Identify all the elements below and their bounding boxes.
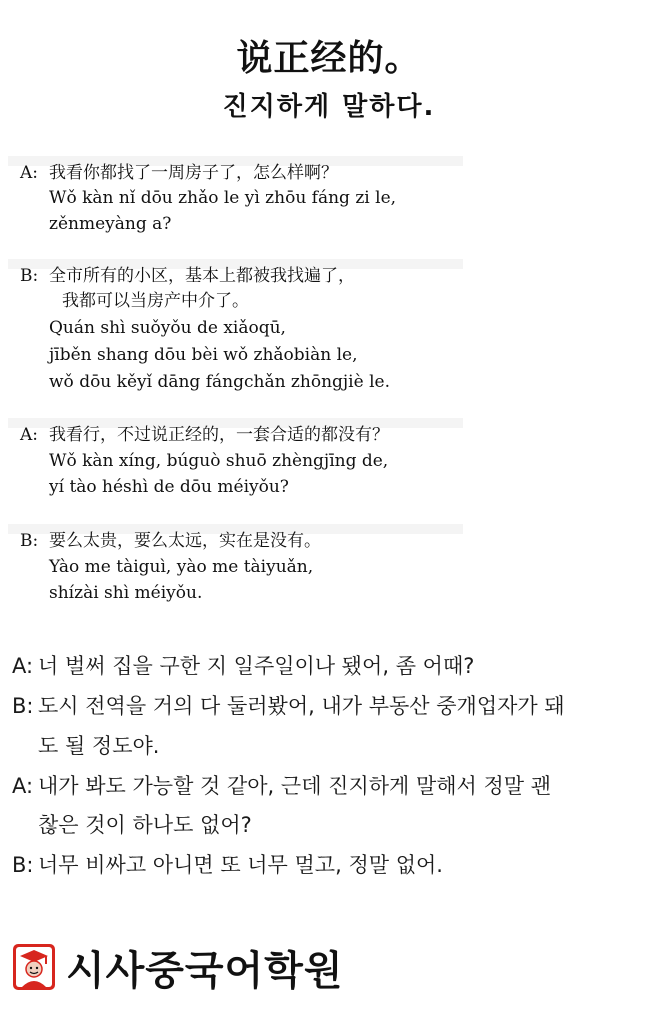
pinyin-line: shízài shì méiyǒu.: [49, 583, 203, 603]
translation-line: A: 너 벌써 집을 구한 지 일주일이나 됐어, 좀 어때?: [12, 649, 474, 683]
page-title-chinese: 说正经的。: [236, 38, 422, 79]
speaker-label: A:: [12, 774, 34, 798]
chinese-line: 全市所有的小区，基本上都被我找遍了，: [49, 266, 355, 286]
translation-line: 찮은 것이 하나도 없어?: [38, 813, 252, 837]
speaker-label: A:: [20, 425, 39, 445]
speaker-label: A:: [20, 163, 39, 183]
speaker-label: B:: [20, 266, 39, 286]
speaker-label: B:: [12, 694, 34, 718]
pinyin-line: yí tào héshì de dōu méiyǒu?: [49, 477, 289, 497]
pinyin-line: wǒ dōu kěyǐ dāng fángchǎn zhōngjiè le.: [49, 372, 390, 392]
chinese-line: 我都可以当房产中介了。: [62, 291, 249, 311]
translation-line: B: 도시 전역을 거의 다 둘러봤어, 내가 부동산 중개업자가 돼: [12, 689, 565, 723]
pinyin-line: Wǒ kàn nǐ dōu zhǎo le yì zhōu fáng zi le,: [49, 188, 397, 208]
sisa-mascot-icon: [12, 943, 56, 991]
pinyin-line: Wǒ kàn xíng, búguò shuō zhèngjīng de,: [49, 451, 389, 471]
translation-line: A: 내가 봐도 가능할 것 같아, 근데 진지하게 말해서 정말 괜: [12, 769, 551, 803]
pinyin-line: zěnmeyàng a?: [49, 214, 172, 234]
chinese-line: 我看行，不过说正经的，一套合适的都没有？: [49, 425, 389, 445]
speaker-label: B:: [20, 531, 39, 551]
pinyin-line: Quán shì suǒyǒu de xiǎoqū,: [49, 318, 286, 338]
translation-line: B: 너무 비싸고 아니면 또 너무 멀고, 정말 없어.: [12, 848, 443, 882]
brand-name: 시사중국어학원: [66, 947, 344, 994]
pinyin-line: Yào me tàiguì, yào me tàiyuǎn,: [49, 557, 314, 577]
page-title-korean: 진지하게 말하다.: [222, 92, 436, 122]
pinyin-line: jīběn shang dōu bèi wǒ zhǎobiàn le,: [49, 345, 358, 365]
translation-line: 도 될 정도야.: [38, 734, 160, 758]
brand-logo: [12, 942, 343, 992]
speaker-label: B:: [12, 853, 34, 877]
speaker-label: A:: [12, 654, 34, 678]
chinese-line: 我看你都找了一周房子了，怎么样啊？: [49, 163, 338, 183]
chinese-line: 要么太贵，要么太远，实在是没有。: [49, 531, 321, 551]
